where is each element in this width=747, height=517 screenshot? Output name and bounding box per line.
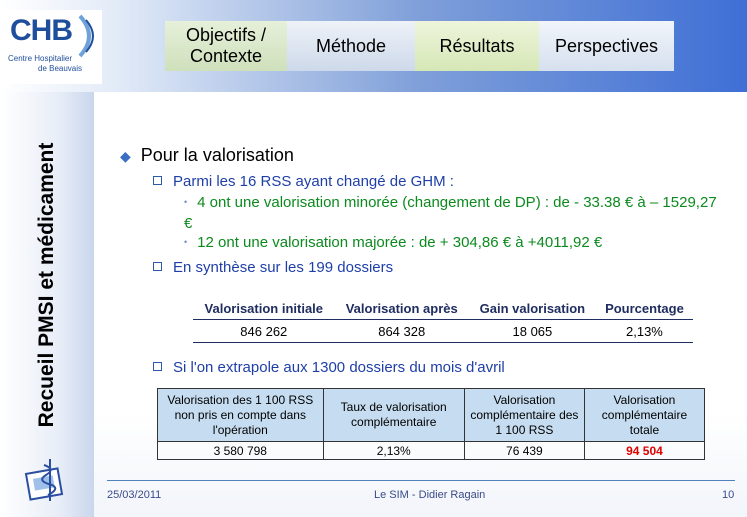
sub-bullet-3 bbox=[153, 359, 505, 376]
logo-subtitle-2: de Beauvais bbox=[38, 64, 83, 73]
logo-subtitle-1: Centre Hospitalier bbox=[8, 54, 73, 63]
heading-bullet bbox=[120, 145, 294, 166]
table-cell: 76 439 bbox=[464, 442, 584, 460]
table-header: Pourcentage bbox=[596, 297, 693, 320]
table-header: Valorisation des 1 100 RSS non pris en compte dans l'opération bbox=[158, 389, 324, 442]
table-header-row bbox=[158, 389, 705, 442]
diamond-bullet-icon: ◆ bbox=[120, 148, 131, 164]
dot-bullet-icon: • bbox=[184, 197, 188, 207]
table-row bbox=[193, 320, 693, 343]
sub-bullet-text: Si l'on extrapole aux 1300 dossiers du mois d'avril bbox=[173, 359, 505, 376]
logo-arc-icon bbox=[76, 14, 100, 58]
medical-emblem-icon bbox=[22, 455, 72, 505]
item-text: 12 ont une valorisation majorée : de + 304,86 € à +4011,92 € bbox=[197, 234, 603, 251]
highlight-cell: 94 504 bbox=[584, 442, 704, 460]
square-bullet-icon bbox=[153, 362, 162, 371]
logo-text: CHB bbox=[10, 14, 72, 47]
summary-table bbox=[193, 297, 693, 343]
footer-author: Le SIM - Didier Ragain bbox=[374, 489, 486, 501]
extrapolation-table bbox=[157, 388, 705, 460]
tab-label: Méthode bbox=[315, 35, 387, 56]
table-cell: 2,13% bbox=[596, 320, 693, 343]
table-header: Valorisation complémentaire totale bbox=[584, 389, 704, 442]
sub-bullet-text: En synthèse sur les 199 dossiers bbox=[173, 259, 394, 276]
table-row bbox=[158, 442, 705, 460]
table-cell: 864 328 bbox=[335, 320, 469, 343]
tab-methode[interactable] bbox=[287, 21, 415, 71]
square-bullet-icon bbox=[153, 262, 162, 271]
table-cell: 3 580 798 bbox=[158, 442, 324, 460]
table-cell: 2,13% bbox=[323, 442, 464, 460]
tab-label: Perspectives bbox=[554, 35, 659, 56]
section-tabs bbox=[165, 21, 674, 71]
dot-bullet-icon: • bbox=[184, 237, 188, 247]
table-header: Valorisation initiale bbox=[193, 297, 335, 320]
tab-label: Objectifs / Contexte bbox=[185, 25, 267, 66]
sub-bullet-text: Parmi les 16 RSS ayant changé de GHM : bbox=[173, 173, 454, 190]
tab-label: Résultats bbox=[439, 35, 515, 56]
sub1-item-2 bbox=[184, 233, 729, 254]
table-header: Gain valorisation bbox=[469, 297, 596, 320]
side-title-text: Recueil PMSI et médicament bbox=[35, 142, 58, 428]
heading-text: Pour la valorisation bbox=[140, 145, 294, 165]
item-text: 4 ont une valorisation minorée (changement de DP) : de - 33.38 € à – 1529,27 € bbox=[184, 194, 717, 232]
tab-objectifs[interactable] bbox=[165, 21, 287, 71]
hospital-logo bbox=[4, 10, 102, 84]
square-bullet-icon bbox=[153, 176, 162, 185]
footer-divider bbox=[107, 480, 735, 481]
sub-bullet-1 bbox=[153, 173, 454, 190]
table-header: Taux de valorisation complémentaire bbox=[323, 389, 464, 442]
tab-resultats[interactable] bbox=[415, 21, 539, 71]
tab-perspectives[interactable] bbox=[539, 21, 674, 71]
table-header: Valorisation complémentaire des 1 100 RSS bbox=[464, 389, 584, 442]
side-title bbox=[22, 130, 72, 440]
sub-bullet-2 bbox=[153, 259, 393, 276]
sub1-item-1 bbox=[184, 193, 729, 234]
table-cell: 18 065 bbox=[469, 320, 596, 343]
table-cell: 846 262 bbox=[193, 320, 335, 343]
table-header: Valorisation après bbox=[335, 297, 469, 320]
page-number: 10 bbox=[722, 489, 735, 501]
table-header-row bbox=[193, 297, 693, 320]
footer-date: 25/03/2011 bbox=[107, 489, 162, 501]
